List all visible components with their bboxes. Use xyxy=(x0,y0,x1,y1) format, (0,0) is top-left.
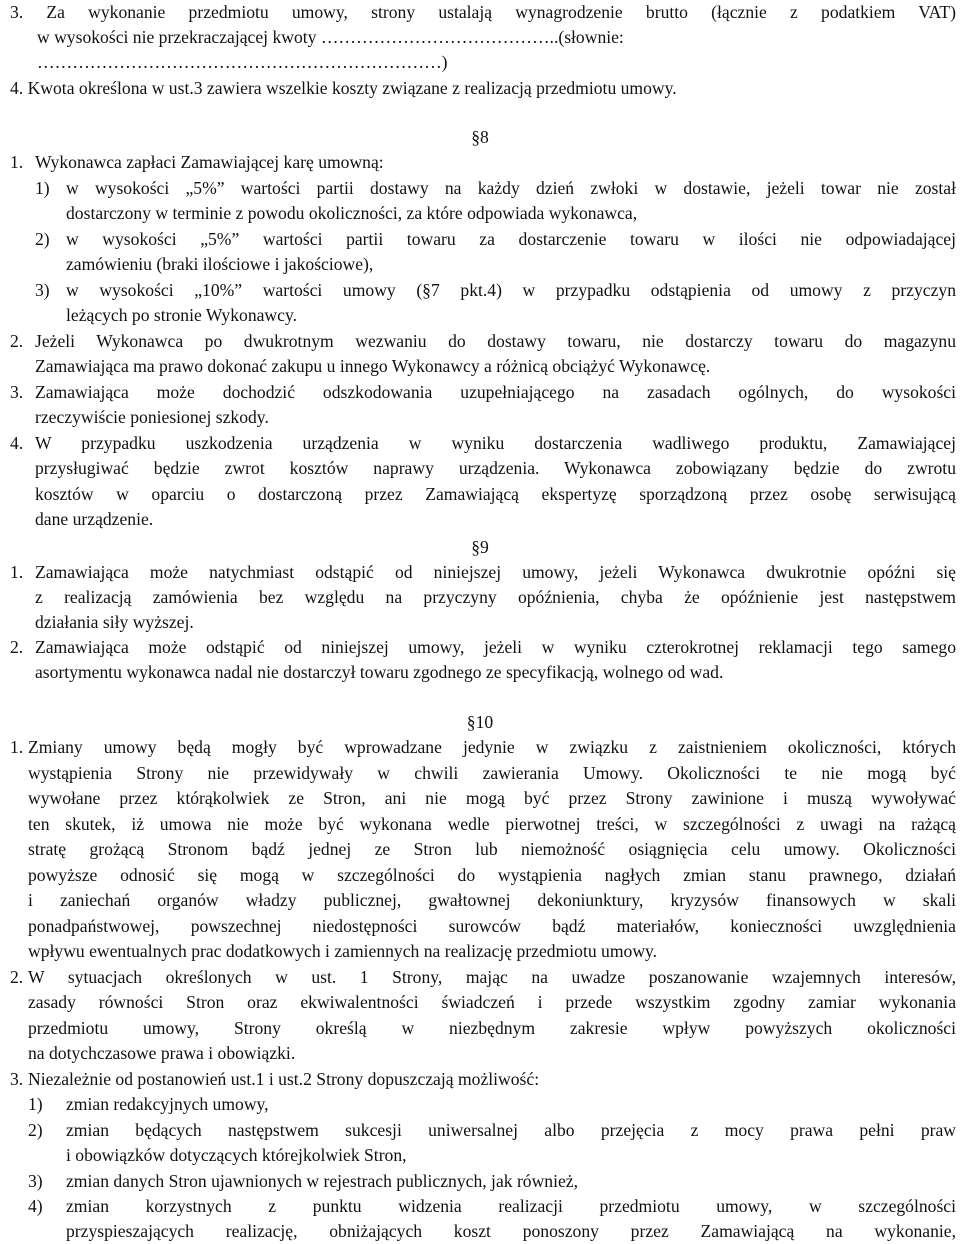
s10-p3-item-4-number: 4) xyxy=(28,1196,43,1216)
s8-p4-line-3: kosztów w oparciu o dostarczoną przez Zamawiającą ekspertyzę sporządzoną przez osobę serwisującą xyxy=(35,484,956,504)
s8-p1-item-2-line-1: w wysokości „5%” wartości partii towaru za dostarczenie towaru w ilości nie odpowiadającej xyxy=(66,229,956,249)
para-3-line-1: 3. Za wykonanie przedmiotu umowy, strony ustalają wynagrodzenie brutto (łącznie z podatkiem VAT) xyxy=(10,2,956,22)
section-10-heading: §10 xyxy=(466,712,494,732)
s10-p3-number: 3. xyxy=(10,1069,24,1089)
s8-p1-number: 1. xyxy=(10,152,24,172)
s8-p1-item-3-line-1: w wysokości „10%” wartości umowy (§7 pkt.4) w przypadku odstąpienia od umowy z przyczyn xyxy=(66,280,956,300)
s10-p3-item-3-line-1: zmian danych Stron ujawnionych w rejestrach publicznych, jak również, xyxy=(66,1171,579,1191)
s10-p1-line-7: i zaniechań organów władzy publicznej, gwałtownej dekoniunktury, kryzysów finansowych w skali xyxy=(28,890,956,910)
s10-p3-item-1-number: 1) xyxy=(28,1094,43,1114)
s8-p4-number: 4. xyxy=(10,433,24,453)
s10-p2-line-3: przedmiotu umowy, Strony określą w niezbędnym zakresie wpływ powyższych okoliczności xyxy=(28,1018,956,1038)
para-3-line-3: ……………………………………………………………) xyxy=(37,52,448,72)
para-3-line-2: w wysokości nie przekraczającej kwoty …………………………………..(słownie: xyxy=(37,27,624,47)
s8-p2-number: 2. xyxy=(10,331,24,351)
s10-p3-item-2-line-1: zmian będących następstwem sukcesji uniwersalnej albo przejęcia z mocy prawa pełni praw xyxy=(66,1120,956,1140)
s8-p1-line-1: Wykonawca zapłaci Zamawiającej karę umowną: xyxy=(35,152,384,172)
s10-p1-line-1: Zmiany umowy będą mogły być wprowadzane jedynie w związku z zaistnieniem okoliczności, których xyxy=(28,737,956,757)
s10-p3-item-4-line-2: przyspieszających realizację, obniżających koszt ponoszony przez Zamawiającą na wykonanie, xyxy=(66,1221,956,1241)
s10-p2-number: 2. xyxy=(10,967,24,987)
s10-p1-line-5: stratę grożącą Stronom bądź jednej ze Stron lub niemożność osiągnięcia celu umowy. Okoliczności xyxy=(28,839,956,859)
s10-p2-line-2: zasady równości Stron oraz ekwiwalentności świadczeń i przede wszystkim zgodny zamiar wykonania xyxy=(28,992,956,1012)
s8-p1-item-1-line-2: dostarczony w terminie z powodu okoliczności, za które odpowiada wykonawca, xyxy=(66,203,638,223)
s9-p2-number: 2. xyxy=(10,637,24,657)
s10-p1-number: 1. xyxy=(10,737,24,757)
s10-p3-item-3-number: 3) xyxy=(28,1171,43,1191)
s8-p1-item-2-line-2: zamówieniu (braki ilościowe i jakościowe), xyxy=(66,254,374,274)
s10-p3-item-2-line-2: i obowiązków dotyczących którejkolwiek Stron, xyxy=(66,1145,407,1165)
s9-p2-line-2: asortymentu wykonawca nadal nie dostarczył towaru zgodnego ze specyfikacją, wolnego od wad. xyxy=(35,662,724,682)
s8-p1-item-1-line-1: w wysokości „5%” wartości partii dostawy na każdy dzień zwłoki w dostawie, jeżeli towar nie został xyxy=(66,178,956,198)
s10-p1-line-9: wpływu ewentualnych prac dodatkowych i zamiennych na realizację przedmiotu umowy. xyxy=(28,941,658,961)
s8-p3-line-2: rzeczywiście poniesionej szkody. xyxy=(35,407,269,427)
s10-p1-line-6: powyższe odnosić się mogą w szczególności do wystąpienia nagłych zmian stanu prawnego, działań xyxy=(28,865,956,885)
s10-p1-line-4: ten skutek, iż umowa nie może być wykonana wedle pierwotnej treści, w szczególności z uwagi na rażącą xyxy=(28,814,956,834)
s9-p1-line-2: z realizacją zamówienia bez względu na przyczyny opóźnienia, chyba że opóźnienie jest następstwem xyxy=(35,587,956,607)
s8-p2-line-2: Zamawiająca ma prawo dokonać zakupu u innego Wykonawcy a różnicą obciążyć Wykonawcę. xyxy=(35,356,711,376)
s8-p1-item-3-number: 3) xyxy=(35,280,50,300)
s8-p4-line-1: W przypadku uszkodzenia urządzenia w wyniku dostarczenia wadliwego produktu, Zamawiającej xyxy=(35,433,956,453)
s9-p1-number: 1. xyxy=(10,562,24,582)
s8-p1-item-3-line-2: leżących po stronie Wykonawcy. xyxy=(66,305,297,325)
s10-p3-item-4-line-1: zmian korzystnych z punktu widzenia realizacji przedmiotu umowy, w szczególności xyxy=(66,1196,956,1216)
s10-p1-line-8: ponadpaństwowej, powszechnej niedostępności surowców bądź materiałów, konieczności uwzględnienia xyxy=(28,916,956,936)
para-4-line-1: 4. Kwota określona w ust.3 zawiera wszelkie koszty związane z realizacją przedmiotu umowy. xyxy=(10,78,677,98)
s9-p2-line-1: Zamawiająca może odstąpić od niniejszej umowy, jeżeli w wyniku czterokrotnej reklamacji tego samego xyxy=(35,637,956,657)
s8-p2-line-1: Jeżeli Wykonawca po dwukrotnym wezwaniu do dostawy towaru, nie dostarczy towaru do magazynu xyxy=(35,331,956,351)
s8-p4-line-4: dane urządzenie. xyxy=(35,509,154,529)
s10-p3-item-1-line-1: zmian redakcyjnych umowy, xyxy=(66,1094,269,1114)
s9-p1-line-3: działania siły wyższej. xyxy=(35,612,194,632)
section-9-heading: §9 xyxy=(471,537,489,557)
s10-p1-line-2: wystąpienia Strony nie przewidywały w chwili zawierania Umowy. Okoliczności te nie mogą być xyxy=(28,763,956,783)
s9-p1-line-1: Zamawiająca może natychmiast odstąpić od niniejszej umowy, jeżeli Wykonawca dwukrotnie opóźni się xyxy=(35,562,956,582)
s8-p1-item-1-number: 1) xyxy=(35,178,50,198)
s8-p3-number: 3. xyxy=(10,382,24,402)
section-8-heading: §8 xyxy=(471,127,489,147)
s8-p3-line-1: Zamawiająca może dochodzić odszkodowania uzupełniającego na zasadach ogólnych, do wysokości xyxy=(35,382,956,402)
s10-p1-line-3: wywołane przez którąkolwiek ze Stron, ani nie mogą być przez Strony zawinione i muszą wywoływać xyxy=(28,788,956,808)
s10-p2-line-1: W sytuacjach określonych w ust. 1 Strony, mając na uwadze poszanowanie wzajemnych interesów, xyxy=(28,967,956,987)
s10-p2-line-4: na dotychczasowe prawa i obowiązki. xyxy=(28,1043,296,1063)
s8-p1-item-2-number: 2) xyxy=(35,229,50,249)
s10-p3-line-1: Niezależnie od postanowień ust.1 i ust.2 Strony dopuszczają możliwość: xyxy=(28,1069,540,1089)
s8-p4-line-2: przysługiwać będzie zwrot kosztów naprawy urządzenia. Wykonawca zobowiązany będzie do zwrotu xyxy=(35,458,956,478)
s10-p3-item-2-number: 2) xyxy=(28,1120,43,1140)
